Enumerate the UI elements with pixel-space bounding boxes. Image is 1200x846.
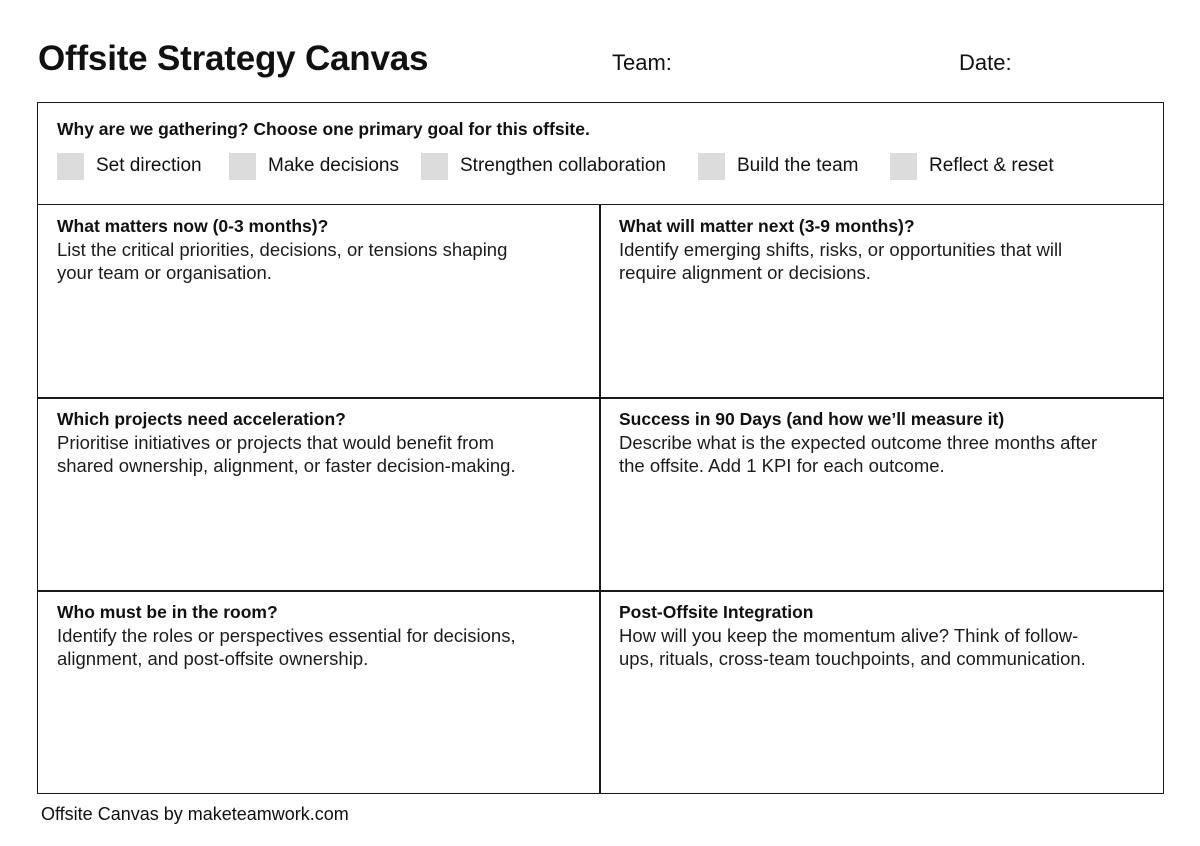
goal-section	[38, 103, 1163, 205]
section-title: Which projects need acceleration?	[57, 409, 346, 429]
footer-credit: Offsite Canvas by maketeamwork.com	[41, 804, 349, 824]
section-description-line: Identify the roles or perspectives essential for decisions,	[57, 625, 516, 646]
checkbox[interactable]	[57, 153, 84, 180]
checkbox[interactable]	[698, 153, 725, 180]
section-who-in-room[interactable]	[38, 591, 600, 793]
section-title: Post-Offsite Integration	[619, 602, 814, 622]
section-title: What matters now (0-3 months)?	[57, 216, 329, 236]
section-description-line: require alignment or decisions.	[619, 262, 871, 283]
goal-option-label: Reflect & reset	[929, 155, 1054, 176]
section-description-line: the offsite. Add 1 KPI for each outcome.	[619, 455, 945, 476]
goal-option-label: Make decisions	[268, 155, 399, 176]
canvas-grid	[38, 205, 1163, 793]
section-description-line: List the critical priorities, decisions, or tensions shaping	[57, 239, 508, 260]
section-description-line: Identify emerging shifts, risks, or opportunities that will	[619, 239, 1063, 260]
strategy-canvas	[37, 102, 1164, 794]
section-description-line: ups, rituals, cross-team touchpoints, and communication.	[619, 648, 1086, 669]
goal-option-label: Build the team	[737, 155, 859, 176]
checkbox[interactable]	[890, 153, 917, 180]
section-description-line: your team or organisation.	[57, 262, 272, 283]
goal-option-make-decisions[interactable]	[229, 152, 399, 180]
section-post-offsite-integration[interactable]	[600, 591, 1163, 793]
section-description-line: Describe what is the expected outcome three months after	[619, 432, 1098, 453]
date-field-label: Date:	[959, 50, 1012, 75]
section-success-90-days[interactable]	[600, 398, 1163, 591]
section-description-line: alignment, and post-offsite ownership.	[57, 648, 369, 669]
goal-option-set-direction[interactable]	[57, 152, 202, 180]
section-title: Who must be in the room?	[57, 602, 278, 622]
page-title: Offsite Strategy Canvas	[38, 39, 429, 78]
section-projects-acceleration[interactable]	[38, 398, 600, 591]
goal-option-label: Strengthen collaboration	[460, 155, 666, 176]
section-what-will-matter-next[interactable]	[600, 205, 1163, 398]
section-description-line: shared ownership, alignment, or faster decision-making.	[57, 455, 516, 476]
goal-question: Why are we gathering? Choose one primary goal for this offsite.	[57, 119, 590, 139]
goal-option-label: Set direction	[96, 155, 202, 176]
goal-option-strengthen-collaboration[interactable]	[421, 152, 666, 180]
section-description-line: Prioritise initiatives or projects that would benefit from	[57, 432, 494, 453]
section-description-line: How will you keep the momentum alive? Think of follow-	[619, 625, 1079, 646]
goal-option-build-the-team[interactable]	[698, 152, 858, 180]
section-title: Success in 90 Days (and how we’ll measure it)	[619, 409, 1005, 429]
section-what-matters-now[interactable]	[38, 205, 600, 398]
section-title: What will matter next (3-9 months)?	[619, 216, 915, 236]
goal-option-reflect-reset[interactable]	[890, 152, 1054, 180]
checkbox[interactable]	[229, 153, 256, 180]
team-field-label: Team:	[612, 50, 672, 75]
checkbox[interactable]	[421, 153, 448, 180]
